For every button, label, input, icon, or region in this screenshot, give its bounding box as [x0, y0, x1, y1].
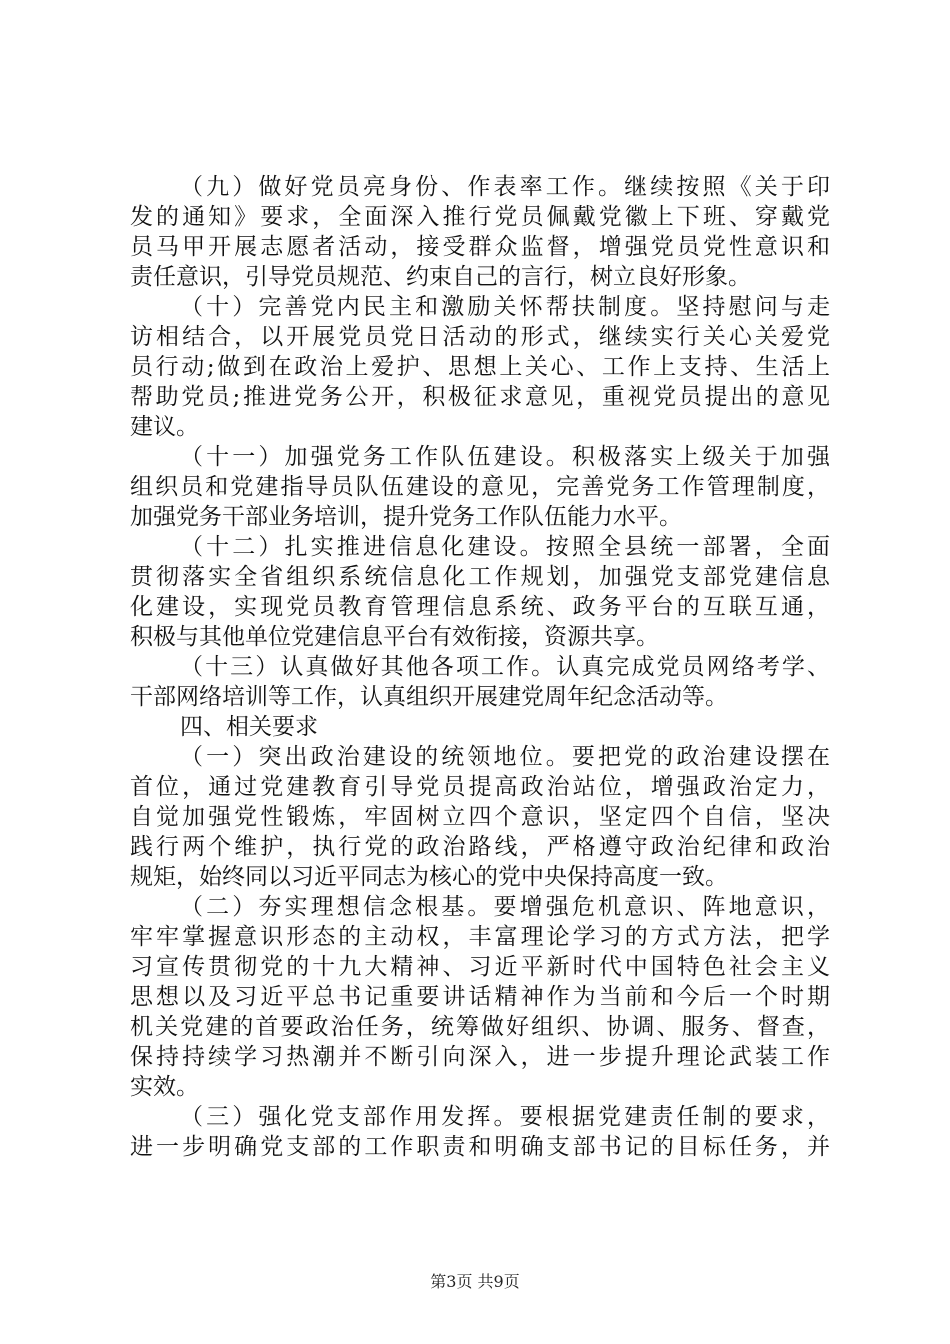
paragraph-line: 思想以及习近平总书记重要讲话精神作为当前和今后一个时期 — [130, 984, 830, 1010]
paragraph-line: 干部网络培训等工作，认真组织开展建党周年纪念活动等。 — [130, 684, 728, 710]
paragraph-line: 化建设，实现党员教育管理信息系统、政务平台的互联互通， — [130, 594, 830, 620]
paragraph-line: （三）强化党支部作用发挥。要根据党建责任制的要求， — [180, 1104, 830, 1130]
page-number-footer: 第3页 共9页 — [430, 1272, 520, 1291]
paragraph-line: 自觉加强党性锻炼，牢固树立四个意识，坚定四个自信，坚决 — [130, 804, 830, 830]
paragraph-line: 贯彻落实全省组织系统信息化工作规划，加强党支部党建信息 — [130, 564, 830, 590]
paragraph-line: 牢牢掌握意识形态的主动权，丰富理论学习的方式方法，把学 — [130, 924, 830, 950]
paragraph-line: （二）夯实理想信念根基。要增强危机意识、阵地意识， — [180, 894, 830, 920]
paragraph-line: 责任意识，引导党员规范、约束自己的言行，树立良好形象。 — [130, 264, 751, 290]
paragraph-line: （十一）加强党务工作队伍建设。积极落实上级关于加强 — [180, 444, 830, 470]
paragraph-line: 进一步明确党支部的工作职责和明确支部书记的目标任务，并 — [130, 1134, 830, 1160]
paragraph-line: 践行两个维护，执行党的政治路线，严格遵守政治纪律和政治 — [130, 834, 830, 860]
paragraph-line: 访相结合，以开展党员党日活动的形式，继续实行关心关爱党 — [130, 324, 830, 350]
paragraph-line: 积极与其他单位党建信息平台有效衔接，资源共享。 — [130, 624, 659, 650]
section-heading: 四、相关要求 — [180, 714, 318, 740]
paragraph-line: （十二）扎实推进信息化建设。按照全县统一部署，全面 — [180, 534, 830, 560]
paragraph-line: 首位，通过党建教育引导党员提高政治站位，增强政治定力， — [130, 774, 830, 800]
paragraph-line: 员马甲开展志愿者活动，接受群众监督，增强党员党性意识和 — [130, 234, 830, 260]
paragraph-line: （十）完善党内民主和激励关怀帮扶制度。坚持慰问与走 — [180, 294, 830, 320]
paragraph-line: （九）做好党员亮身份、作表率工作。继续按照《关于印 — [180, 174, 830, 200]
document-body — [130, 172, 830, 1162]
paragraph-line: 帮助党员;推进党务公开，积极征求意见，重视党员提出的意见 — [130, 384, 830, 410]
paragraph-line: 组织员和党建指导员队伍建设的意见，完善党务工作管理制度， — [130, 474, 830, 500]
paragraph-line: 发的通知》要求，全面深入推行党员佩戴党徽上下班、穿戴党 — [130, 204, 830, 230]
paragraph-line: 保持持续学习热潮并不断引向深入，进一步提升理论武装工作 — [130, 1044, 830, 1070]
paragraph-line: 实效。 — [130, 1074, 199, 1100]
paragraph-line: 加强党务干部业务培训，提升党务工作队伍能力水平。 — [130, 504, 682, 530]
paragraph-line: 习宣传贯彻党的十九大精神、习近平新时代中国特色社会主义 — [130, 954, 830, 980]
paragraph-line: 员行动;做到在政治上爱护、思想上关心、工作上支持、生活上 — [130, 354, 830, 380]
paragraph-line: （十三）认真做好其他各项工作。认真完成党员网络考学、 — [180, 654, 830, 680]
paragraph-line: （一）突出政治建设的统领地位。要把党的政治建设摆在 — [180, 744, 830, 770]
paragraph-line: 规矩，始终同以习近平同志为核心的党中央保持高度一致。 — [130, 864, 728, 890]
paragraph-line: 机关党建的首要政治任务，统筹做好组织、协调、服务、督查， — [130, 1014, 830, 1040]
paragraph-line: 建议。 — [130, 414, 199, 440]
